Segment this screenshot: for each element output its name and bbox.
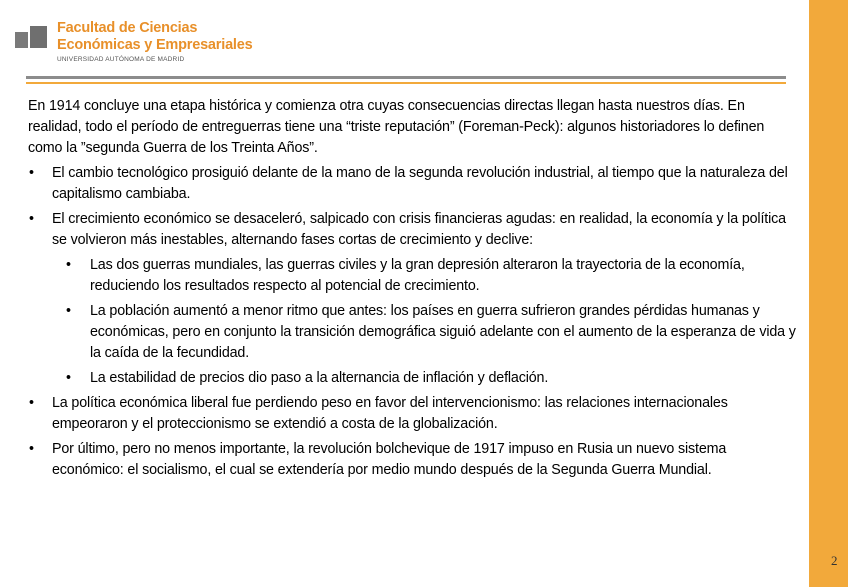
bullet-revolution: • Por último, pero no menos importante, la revolución bolchevique de 1917 impuso en Rusia un nuevo sistema económico: el socialismo, el cual se extendería por medio mundo después de la Segunda Guerra Mundial. (28, 439, 798, 481)
header-rule-orange (26, 82, 786, 84)
intro-paragraph: En 1914 concluye una etapa histórica y comienza otra cuyas consecuencias directas llegan hasta nuestros días. En realidad, todo el período de entreguerras tiene una “triste reputación” (Foreman-Peck): algunos historiadores lo definen como la ”segunda Guerra de los Treinta Años”. (28, 98, 765, 156)
accent-side-bar (809, 0, 848, 587)
header-rule-gray (26, 76, 786, 79)
bullet-technology: • El cambio tecnológico prosiguió delante de la mano de la segunda revolución industrial, al tiempo que la naturaleza del capitalismo cambiaba. (28, 163, 798, 205)
slide-body (28, 96, 798, 485)
page-number: 2 (831, 553, 838, 568)
logo-line-1: Facultad de Ciencias (57, 20, 198, 36)
logo-line-2: Económicas y Empresariales (57, 37, 253, 53)
sub-bullet-wars: • Las dos guerras mundiales, las guerras civiles y la gran depresión alteraron la trayectoria de la economía, reduciendo los resultados respecto al potencial de crecimiento. (28, 255, 798, 297)
logo-mark-icon (15, 26, 47, 48)
bullet-growth: • El crecimiento económico se desaceleró, salpicado con crisis financieras agudas: en realidad, la economía y la política se volvieron más inestables, alternando fases cortas de crecimiento y declive: (28, 209, 798, 251)
sub-bullet-prices: • La estabilidad de precios dio paso a la alternancia de inflación y deflación. (28, 368, 798, 389)
bullet-policy: • La política económica liberal fue perdiendo peso en favor del intervencionismo: las relaciones internacionales empeoraron y el proteccionismo se extendió a costa de la globalización. (28, 393, 798, 435)
logo-text (57, 20, 253, 63)
sub-bullet-population: • La población aumentó a menor ritmo que antes: los países en guerra sufrieron grandes pérdidas humanas y económicas, pero en conjunto la transición demográfica siguió adelante con el aumento de la esperanza de vida y la caída de la fecundidad. (28, 301, 798, 364)
logo-university: UNIVERSIDAD AUTÓNOMA DE MADRID (57, 56, 185, 63)
